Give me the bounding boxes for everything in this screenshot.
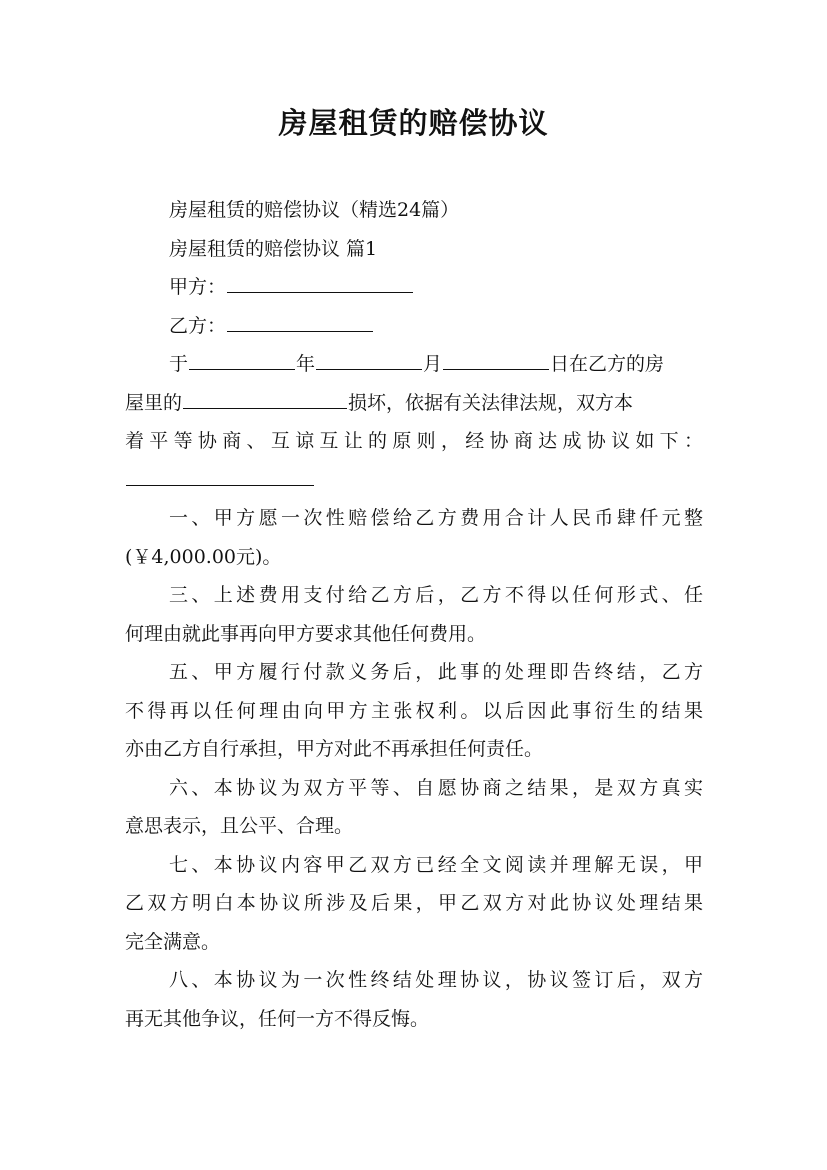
month-blank [316, 347, 422, 370]
party-a-label: 甲方： [169, 276, 227, 298]
document-body [125, 191, 703, 1038]
clause-5-line-3: 亦由乙方自行承担，甲方对此不再承担任何责任。 [125, 738, 544, 760]
section-heading: 房屋租赁的赔偿协议 篇1 [169, 237, 378, 260]
clause-5-line-2: 不得再以任何理由向甲方主张权利。以后因此事衍生的结果 [125, 699, 703, 722]
year-label: 年 [296, 353, 316, 375]
party-b-blank [227, 309, 373, 332]
document-title: 房屋租赁的赔偿协议 [278, 106, 549, 140]
date-line [125, 345, 703, 384]
clause-6-line-2: 意思表示，且公平、合理。 [125, 815, 354, 837]
clause-7-line-1: 七、本协议内容甲乙双方已经全文阅读并理解无误，甲 [169, 853, 703, 876]
damage-prefix: 屋里的 [125, 391, 183, 414]
clause-6-line-1: 六、本协议为双方平等、自愿协商之结果，是双方真实 [169, 776, 703, 799]
party-a-line [125, 268, 703, 307]
agreement-intro: 着平等协商、互谅互让的原则，经协商达成协议如下： [125, 430, 703, 452]
month-label: 月 [423, 353, 443, 375]
subtitle-line: 房屋租赁的赔偿协议（精选24篇） [169, 199, 460, 221]
day-blank [443, 347, 549, 370]
blank-line [125, 461, 703, 500]
damage-line [125, 384, 703, 423]
damage-suffix: 损坏，依据有关法律法规，双方本 [348, 391, 634, 414]
clause-7-line-2: 乙双方明白本协议所涉及后果，甲乙双方对此协议处理结果 [125, 892, 703, 914]
clause-1-line-2: (￥4,000.00元)。 [125, 545, 282, 568]
clause-3-line-2: 何理由就此事再向甲方要求其他任何费用。 [125, 622, 487, 645]
year-blank [189, 347, 295, 370]
party-a-blank [227, 270, 413, 293]
trailing-blank [126, 463, 314, 486]
date-suffix: 日在乙方的房 [550, 353, 665, 375]
damage-blank [183, 386, 347, 409]
clause-8-line-1: 八、本协议为一次性终结处理协议，协议签订后，双方 [169, 969, 703, 991]
clause-7-line-3: 完全满意。 [125, 930, 221, 953]
clause-8-line-2: 再无其他争议，任何一方不得反悔。 [125, 1007, 430, 1030]
clause-1-line-1: 一、甲方愿一次性赔偿给乙方费用合计人民币肆仟元整 [169, 507, 703, 529]
clause-5-line-1: 五、甲方履行付款义务后，此事的处理即告终结，乙方 [169, 661, 703, 683]
date-prefix: 于 [169, 353, 189, 375]
party-b-label: 乙方： [169, 314, 227, 337]
party-b-line [125, 307, 703, 346]
clause-3-line-1: 三、上述费用支付给乙方后，乙方不得以任何形式、任 [169, 584, 703, 606]
